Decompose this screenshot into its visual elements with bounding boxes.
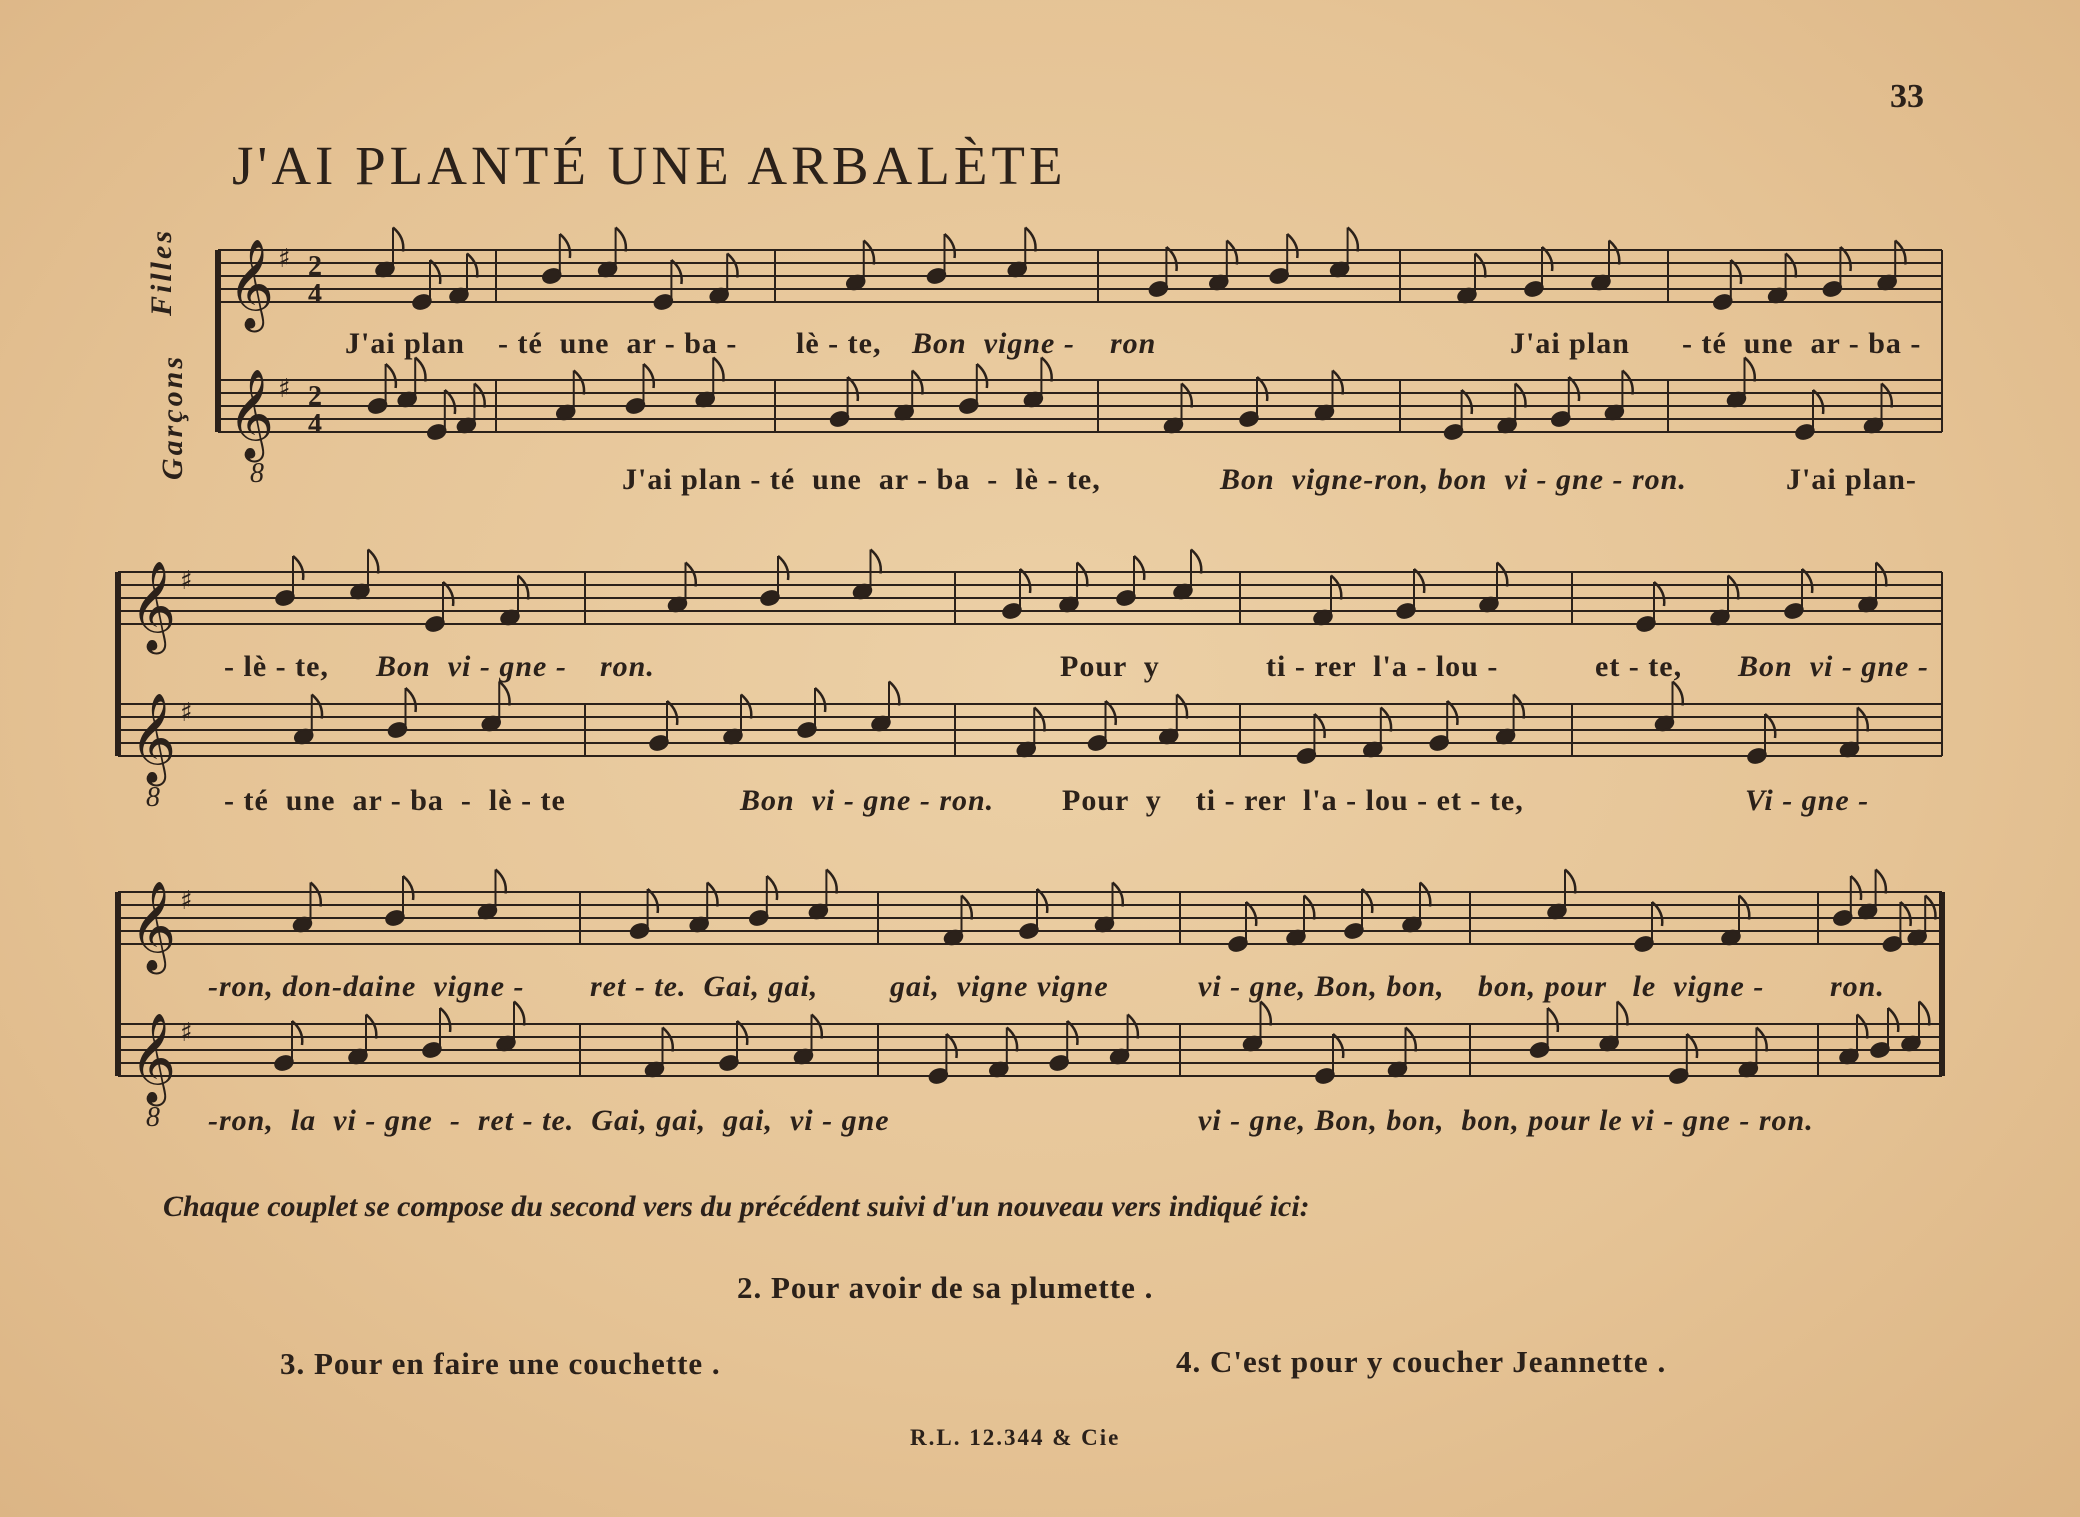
octave-mark: 8	[250, 458, 264, 489]
key-signature-sharp: ♯	[180, 1018, 193, 1048]
note-flag	[767, 876, 777, 900]
lyric: Bon vigne-ron, bon vi - gne - ron.	[1220, 463, 1687, 496]
lyric: - té une ar - ba - lè - te	[224, 784, 566, 817]
note-flag	[496, 870, 506, 894]
note-flag	[518, 576, 528, 600]
lyric: Vi - gne -	[1745, 784, 1870, 817]
treble-clef: 𝄞	[130, 561, 177, 651]
note-flag	[826, 870, 836, 894]
note-flag	[871, 550, 881, 574]
time-signature: 4	[308, 279, 322, 310]
note-flag	[1177, 695, 1187, 719]
lyric: - lè - te,	[224, 650, 329, 683]
note-flag	[1191, 550, 1201, 574]
note-flag	[293, 556, 303, 580]
note-flag	[1609, 241, 1619, 265]
note-flag	[1007, 1028, 1017, 1052]
note-flag	[1919, 1002, 1929, 1026]
note-flag	[1565, 870, 1575, 894]
octave-mark: 8	[146, 782, 160, 813]
note-flag	[312, 695, 322, 719]
lyric: Bon vigne -	[912, 327, 1075, 360]
lyric: J'ai plan	[1510, 327, 1630, 360]
note-flag	[1882, 384, 1892, 408]
lyric: - té une ar - ba -	[1682, 327, 1922, 360]
note-flag	[1034, 708, 1044, 732]
note-flag	[386, 364, 396, 388]
note-flag	[812, 1015, 822, 1039]
note-flag	[1475, 254, 1485, 278]
note-flag	[368, 550, 378, 574]
note-flag	[1858, 708, 1868, 732]
note-flag	[1515, 384, 1525, 408]
lyric: J'ai plan-	[1786, 463, 1917, 496]
note-flag	[311, 883, 321, 907]
note-flag	[1857, 1015, 1867, 1039]
note-flag	[1925, 896, 1935, 920]
note-flag	[1895, 241, 1905, 265]
lyric: ron.	[600, 650, 655, 683]
key-signature-sharp: ♯	[180, 566, 193, 596]
verse-4: 4. C'est pour y coucher Jeannette .	[1176, 1344, 1667, 1379]
lyric: Bon vi - gne -	[1738, 650, 1929, 683]
note-flag	[663, 1028, 673, 1052]
lyric: lè - te,	[796, 327, 882, 360]
time-signature: 2	[308, 381, 322, 412]
note-flag	[406, 688, 416, 712]
verse-3: 3. Pour en faire une couchette .	[280, 1346, 721, 1381]
note-flag	[686, 563, 696, 587]
lyric: - té une ar - ba -	[498, 327, 738, 360]
note-flag	[574, 371, 584, 395]
lyric: J'ai plan - té une ar - ba - lè - te,	[622, 463, 1101, 496]
note-flag	[1128, 1015, 1138, 1039]
note-flag	[1348, 228, 1358, 252]
lyric: ron	[1110, 327, 1157, 360]
lyric: gai, vigne vigne	[890, 970, 1109, 1003]
note-flag	[1287, 234, 1297, 258]
note-flag	[393, 228, 403, 252]
note-flag	[1851, 876, 1861, 900]
note-flag	[713, 358, 723, 382]
note-flag	[415, 358, 425, 382]
note-flag	[1728, 576, 1738, 600]
time-signature: 2	[308, 251, 322, 282]
page-number: 33	[1890, 78, 1924, 115]
lyric: Pour y ti - rer l'a - lou - et - te,	[1062, 784, 1524, 817]
treble-clef: 𝄞	[130, 881, 177, 971]
octave-mark: 8	[146, 1102, 160, 1133]
note-flag	[1134, 556, 1144, 580]
note-flag	[1786, 254, 1796, 278]
note-flag	[474, 384, 484, 408]
note-flag	[403, 876, 413, 900]
note-flag	[962, 896, 972, 920]
note-flag	[1622, 371, 1632, 395]
note-flag	[912, 371, 922, 395]
lyric: vi - gne, Bon, bon,	[1198, 970, 1445, 1003]
instruction-text: Chaque couplet se compose du second vers du précédent suivi d'un nouveau vers indiqué ici:	[163, 1190, 1310, 1223]
note-flag	[977, 364, 987, 388]
treble-clef: 𝄞	[228, 239, 275, 329]
publisher-footer: R.L. 12.344 & Cie	[910, 1425, 1121, 1450]
lyric: ron.	[1830, 970, 1885, 1003]
note-flag	[864, 241, 874, 265]
note-flag	[1617, 1002, 1627, 1026]
note-flag	[1025, 228, 1035, 252]
note-flag	[1333, 371, 1343, 395]
note-flag	[945, 234, 955, 258]
key-signature-sharp: ♯	[278, 374, 291, 404]
lyric: -ron, don-daine vigne -	[208, 970, 525, 1003]
lyric: ti - rer l'a - lou -	[1266, 650, 1499, 683]
note-flag	[1756, 1028, 1766, 1052]
lyric: -ron, la vi - gne - ret - te. Gai, gai, gai, vi - gne	[208, 1104, 890, 1137]
note-flag	[1739, 896, 1749, 920]
key-signature-sharp: ♯	[180, 698, 193, 728]
verse-2: 2. Pour avoir de sa plumette .	[737, 1270, 1154, 1305]
note-flag	[1888, 1008, 1898, 1032]
lyric: Pour y	[1060, 650, 1160, 683]
note-flag	[741, 695, 751, 719]
note-flag	[707, 883, 717, 907]
note-flag	[1745, 358, 1755, 382]
note-flag	[440, 1008, 450, 1032]
note-flag	[616, 228, 626, 252]
key-signature-sharp: ♯	[278, 244, 291, 274]
note-flag	[499, 682, 509, 706]
note-flag	[1876, 563, 1886, 587]
note-flag	[1876, 870, 1886, 894]
voice-label-lower: Garçons	[156, 353, 190, 481]
note-flag	[815, 688, 825, 712]
note-flag	[560, 234, 570, 258]
note-flag	[889, 682, 899, 706]
treble-clef: 𝄞	[228, 369, 275, 459]
note-flag	[1077, 563, 1087, 587]
lyric: Bon vi - gne -	[376, 650, 567, 683]
note-flag	[514, 1002, 524, 1026]
note-flag	[1514, 695, 1524, 719]
voice-label-upper: Filles	[145, 227, 179, 317]
song-title: J'AI PLANTÉ UNE ARBALÈTE	[232, 135, 1067, 196]
note-flag	[366, 1015, 376, 1039]
note-flag	[1406, 1028, 1416, 1052]
treble-clef: 𝄞	[130, 1013, 177, 1103]
note-flag	[1304, 896, 1314, 920]
note-flag	[1673, 682, 1683, 706]
lyric: vi - gne, Bon, bon, bon, pour le vi - gne - ron.	[1198, 1104, 1814, 1137]
time-signature: 4	[308, 409, 322, 440]
lyric: Bon vi - gne - ron.	[740, 784, 995, 817]
note-flag	[467, 254, 477, 278]
note-flag	[1497, 563, 1507, 587]
treble-clef: 𝄞	[130, 693, 177, 783]
lyric: ret - te. Gai, gai,	[590, 970, 819, 1003]
key-signature-sharp: ♯	[180, 886, 193, 916]
lyric: J'ai plan	[345, 327, 465, 360]
lyric: bon, pour le vigne -	[1478, 970, 1765, 1003]
note-flag	[1331, 576, 1341, 600]
note-flag	[1227, 241, 1237, 265]
note-flag	[1113, 883, 1123, 907]
note-flag	[644, 364, 654, 388]
note-flag	[1182, 384, 1192, 408]
note-flag	[1420, 883, 1430, 907]
note-flag	[727, 254, 737, 278]
note-flag	[1381, 708, 1391, 732]
note-flag	[1041, 358, 1051, 382]
note-flag	[1548, 1008, 1558, 1032]
lyric: et - te,	[1595, 650, 1683, 683]
note-flag	[778, 556, 788, 580]
note-flag	[1261, 1002, 1271, 1026]
